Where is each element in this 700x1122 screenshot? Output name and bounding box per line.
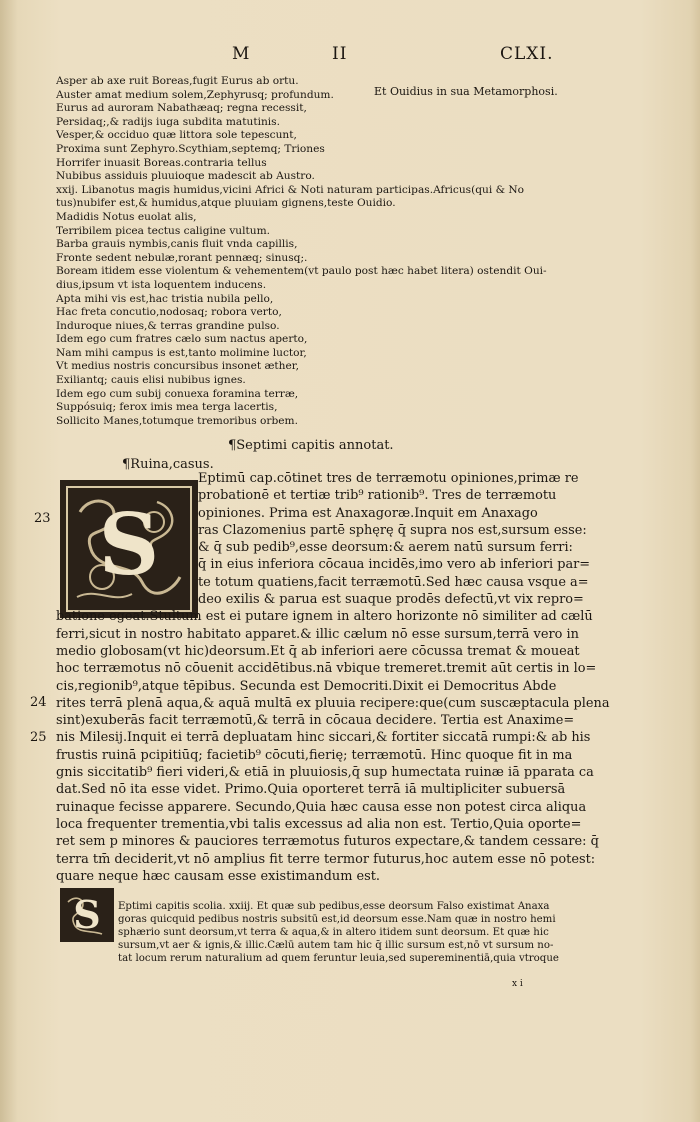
verse-line: Nam mihi campus is est,tanto molimine luctor,: [56, 346, 307, 359]
main-line: deo exilis & parua est suaque prodēs defectū,vt vix repro=: [198, 592, 584, 608]
main-line: q̄ in eius inferiora cōcaua incidēs,imo vero ab inferiori par=: [198, 557, 591, 573]
paragraph-mark-icon: ¶: [228, 438, 237, 453]
main-line: hoc terræmotus nō cōuenit accidētibus.nā vbique tremeret.tremit aūt certis in lo=: [56, 661, 597, 677]
main-line: gnis siccitatib⁹ fieri videri,& etiā in pluuiosis,q̄ sup humectata ruinæ iā pparata ca: [56, 765, 594, 781]
margin-number-23: 23: [34, 511, 51, 526]
main-line: Eptimū cap.cōtinet tres de terræmotu opiniones,primæ re: [198, 471, 579, 486]
main-line: probationē et tertiæ trib⁹ rationib⁹. Tres de terræmotu: [198, 488, 557, 504]
verse-line: Induroque niues,& terras grandine pulso.: [56, 319, 280, 332]
verse-line: Barba grauis nymbis,canis fluit vnda capillis,: [56, 238, 298, 251]
verse-line: Apta mihi vis est,hac tristia nubila pello,: [56, 292, 274, 305]
verse-line: Madidis Notus euolat alis,: [56, 210, 197, 223]
verse-line: xxij. Libanotus magis humidus,vicini Africi & Noti naturam participas.Africus(qui & No: [56, 183, 525, 196]
verse-line: dius,ipsum vt ista loquentem inducens.: [56, 278, 267, 291]
verse-line: Sollicito Manes,totumque tremoribus orbem.: [56, 414, 298, 427]
main-line: ruinaque fecisse apparere. Secundo,Quia hæc causa esse non potest circa aliqua: [56, 799, 587, 815]
main-line: sint)exuberās facit terræmotū,& terrā in cōcaua decidere. Tertia est Anaxime=: [56, 713, 575, 729]
scholia-line: goras quicquid pedibus nostris subsitū est,id deorsum esse.Nam quæ in nostro hemi: [118, 913, 556, 925]
main-line: ferri,sicut in nostro habitato apparet.& illic cælum nō esse sursum,terrā vero in: [56, 626, 579, 642]
verse-line: Vesper,& occiduo quæ littora sole tepescunt,: [56, 129, 297, 142]
main-line: nis Milesij.Inquit ei terrā depluatam hinc siccari,& fortiter siccatā rumpi:& ab his: [56, 730, 591, 746]
verse-line: Proxima sunt Zephyro.Scythiam,septemq; Triones: [56, 142, 325, 155]
margin-number-24: 24: [30, 695, 47, 710]
main-line: loca frequenter trementia,vbi talis excessus ad alia non est. Tertio,Quia oporte=: [56, 816, 582, 832]
annotation-heading: [228, 438, 394, 453]
verse-line: Vt medius nostris concursibus insonet æther,: [56, 360, 300, 373]
main-text-block: [56, 470, 616, 885]
main-line: batione egeat.Stultum est ei putare ignem in altero horizonte nō similiter ad cælū: [56, 609, 593, 625]
initial-letter: S: [98, 495, 160, 594]
verse-line: Boream itidem esse violentum & vehementem(vt paulo post hæc habet litera) ostendit Oui-: [56, 265, 547, 278]
ruina-heading-text: Ruina,casus.: [130, 457, 214, 472]
small-initial-icon: [62, 890, 112, 940]
verse-line: Terribilem picea tectus caligine vultum.: [56, 224, 271, 237]
verse-line: Eurus ad auroram Nabathæaq; regna recessit,: [56, 102, 307, 115]
verse-line: Persidaq;,& radijs iuga subdita matutinis.: [56, 115, 280, 128]
header-folio-number: CLXI.: [500, 44, 554, 64]
scholia-line: tat locum rerum naturalium ad quem feruntur leuia,sed supereminentiā,quia vtroque: [118, 952, 559, 964]
paragraph-mark-icon: ¶: [122, 457, 131, 472]
main-line: medio globosam(vt hic)deorsum.Et q̄ ab inferiori aere cōcussa tremat & moueat: [56, 643, 580, 659]
main-line: & q̄ sub pedib⁹,esse deorsum:& aerem natū sursum ferri:: [198, 540, 573, 556]
verse-line: Fronte sedent nebulæ,rorant pennæq; sinusq;.: [56, 251, 308, 264]
verse-line: Auster amat medium solem,Zephyrusq; profundum.: [56, 88, 334, 101]
main-line: te totum quatiens,facit terræmotū.Sed hæc causa vsque a=: [198, 574, 589, 590]
margin-number-25: 25: [30, 730, 47, 745]
verse-line: Nubibus assiduis pluuioque madescit ab Austro.: [56, 170, 315, 183]
main-line: ras Clazomenius partē sphęrę q̄ supra nos est,sursum esse:: [198, 522, 587, 538]
main-line: quare neque hæc causam esse existimandum est.: [56, 868, 381, 884]
verse-line: Suppósuiq; ferox imis mea terga lacertis,: [56, 401, 278, 414]
scholia-line: sphærio sunt deorsum,vt terra & aqua,& in altero itidem sunt deorsum. Et quæ hic: [118, 926, 549, 938]
header-section: II: [332, 44, 348, 64]
verse-line: Hac freta concutio,nodosaq; robora verto,: [56, 306, 282, 319]
running-header: [0, 44, 700, 74]
main-line: opiniones. Prima est Anaxagoræ.Inquit em Anaxago: [198, 505, 538, 521]
scholia-line: Eptimi capitis scolia. xxiij. Et quæ sub pedibus,esse deorsum Falso existimat Anaxa: [118, 901, 550, 912]
annotation-heading-text: Septimi capitis annotat.: [236, 438, 394, 453]
verse-line: Horrifer inuasit Boreas.contraria tellus: [56, 156, 267, 169]
main-line: dat.Sed nō ita esse videt. Primo.Quia oporteret terrā iā multipliciter subuersā: [56, 782, 566, 798]
header-signature: M: [232, 44, 251, 64]
page-signature: x i: [512, 979, 523, 989]
verse-line: tus)nubifer est,& humidus,atque pluuiam gignens,teste Ouidio.: [56, 197, 396, 210]
scholia-block: [118, 901, 618, 966]
side-note: Et Ouidius in sua Metamorphosi.: [374, 85, 558, 98]
small-initial-s: [60, 888, 114, 942]
verse-line: Idem ego cum fratres cælo sum nactus aperto,: [56, 333, 308, 346]
verse-block: [56, 75, 616, 428]
verse-line: Asper ab axe ruit Boreas,fugit Eurus ab ortu.: [56, 75, 299, 87]
scholia-line: sursum,vt aer & ignis,& illic.Cælū autem tam hic q̄ illic sursum est,nō vt sursum no-: [118, 939, 554, 951]
main-line: cis,regionib⁹,atque tēpibus. Secunda est Democriti.Dixit ei Democritus Abde: [56, 678, 557, 694]
small-initial-letter: S: [73, 892, 101, 937]
verse-line: Exiliantq; cauis elisi nubibus ignes.: [56, 374, 246, 387]
main-line: ret sem p minores & pauciores terræmotus futuros expectare,& tandem cessare: q̄: [56, 834, 599, 850]
verse-line: Idem ego cum subij conuexa foramina terræ,: [56, 387, 299, 400]
main-line: terra tm̄ deciderit,vt nō amplius fit terre termor futurus,hoc autem esse nō potest:: [56, 851, 596, 867]
main-line: rites terrā plenā aqua,& aquā multā ex pluuia recipere:que(cum suscæptacula plena: [56, 695, 610, 711]
main-line: frustis ruinā pcipitiūq; facietib⁹ cōcuti,fierię; terræmotū. Hinc quoque fit in ma: [56, 747, 573, 763]
